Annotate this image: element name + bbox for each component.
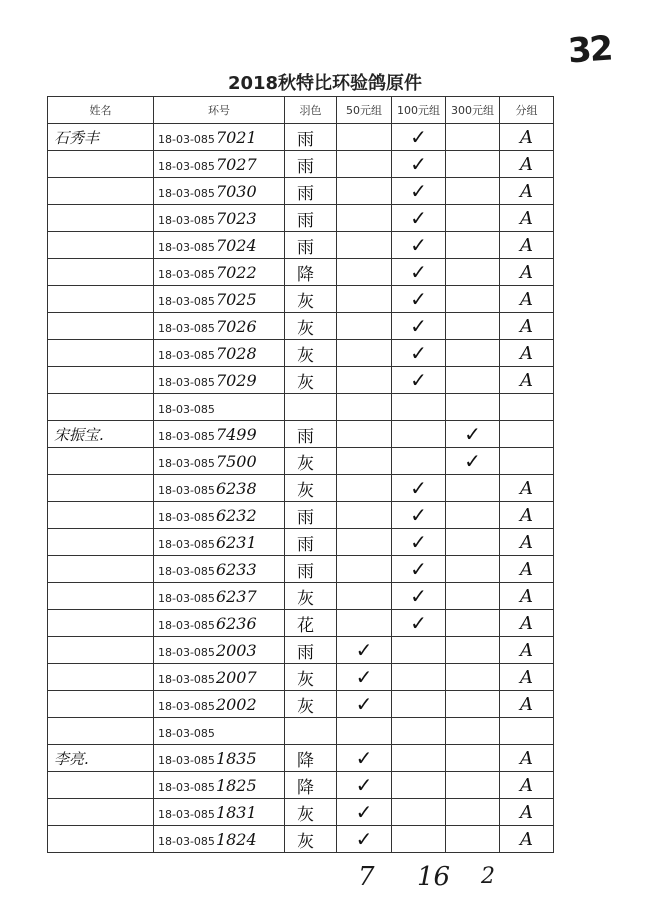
- ring-prefix: 18-03-085: [158, 159, 215, 173]
- header-name: 姓名: [48, 97, 154, 124]
- ring-handwritten-number: 1825: [215, 775, 257, 795]
- group-50-mark: [337, 394, 392, 421]
- ring-prefix: 18-03-085: [158, 132, 215, 146]
- feather-color-cell: 灰: [285, 691, 337, 718]
- ring-number-cell: [154, 691, 285, 718]
- feather-color-cell: 灰: [285, 664, 337, 691]
- ring-handwritten-number: 2003: [215, 640, 257, 660]
- group-50-mark: [337, 313, 392, 340]
- group-100-mark: [392, 394, 446, 421]
- ring-number-cell: [154, 313, 285, 340]
- feather-color-cell: 灰: [285, 826, 337, 853]
- ring-number-cell: [154, 745, 285, 772]
- table-row: [48, 178, 554, 205]
- ring-prefix: 18-03-085: [158, 186, 215, 200]
- feather-color-cell: 降: [285, 745, 337, 772]
- table-row: [48, 664, 554, 691]
- tally-100: 16: [417, 862, 451, 892]
- ring-number-cell: [154, 529, 285, 556]
- tally-300: 2: [481, 864, 495, 889]
- group-100-mark: ✓: [392, 124, 446, 151]
- table-row: [48, 529, 554, 556]
- table-row: [48, 745, 554, 772]
- ring-number-cell: [154, 232, 285, 259]
- ring-number-cell: [154, 205, 285, 232]
- group-50-mark: [337, 151, 392, 178]
- group-50-mark: [337, 286, 392, 313]
- group-100-mark: [392, 421, 446, 448]
- group-cell: A: [500, 691, 554, 718]
- group-100-mark: [392, 772, 446, 799]
- group-50-mark: [337, 502, 392, 529]
- ring-handwritten-number: 6238: [215, 478, 257, 498]
- group-50-mark: [337, 124, 392, 151]
- group-50-mark: [337, 610, 392, 637]
- owner-name-cell: [48, 556, 154, 583]
- table-row: [48, 610, 554, 637]
- group-300-mark: [446, 799, 500, 826]
- group-100-mark: [392, 691, 446, 718]
- header-ring: 环号: [154, 97, 285, 124]
- group-cell: A: [500, 124, 554, 151]
- owner-name-cell: [48, 772, 154, 799]
- owner-name-cell: [48, 583, 154, 610]
- table-row: [48, 313, 554, 340]
- ring-prefix: 18-03-085: [158, 564, 215, 578]
- owner-name-cell: [48, 691, 154, 718]
- group-50-mark: ✓: [337, 799, 392, 826]
- feather-color-cell: 雨: [285, 178, 337, 205]
- group-300-mark: [446, 691, 500, 718]
- ring-number-cell: [154, 475, 285, 502]
- ring-prefix: 18-03-085: [158, 375, 215, 389]
- group-50-mark: [337, 340, 392, 367]
- ring-prefix: 18-03-085: [158, 483, 215, 497]
- group-50-mark: [337, 529, 392, 556]
- table-row: [48, 448, 554, 475]
- feather-color-cell: 雨: [285, 556, 337, 583]
- ring-handwritten-number: 6236: [215, 613, 257, 633]
- group-cell: [500, 421, 554, 448]
- owner-name-cell: [48, 448, 154, 475]
- ring-prefix: 18-03-085: [158, 240, 215, 254]
- ring-handwritten-number: 1835: [215, 748, 257, 768]
- page-title: 2018秋特比环验鸽原件: [227, 73, 423, 94]
- group-cell: A: [500, 313, 554, 340]
- ring-number-cell: [154, 556, 285, 583]
- table-row: [48, 367, 554, 394]
- ring-handwritten-number: 7028: [215, 343, 257, 363]
- ring-number-cell: [154, 637, 285, 664]
- group-300-mark: ✓: [446, 448, 500, 475]
- table-row: [48, 799, 554, 826]
- group-50-mark: [337, 556, 392, 583]
- group-cell: [500, 718, 554, 745]
- group-300-mark: [446, 205, 500, 232]
- ring-number-cell: [154, 826, 285, 853]
- group-50-mark: [337, 475, 392, 502]
- group-300-mark: [446, 664, 500, 691]
- owner-name-cell: [48, 610, 154, 637]
- group-100-mark: [392, 799, 446, 826]
- owner-name-cell: [48, 205, 154, 232]
- owner-name-cell: [48, 475, 154, 502]
- ring-prefix: 18-03-085: [158, 726, 215, 740]
- feather-color-cell: 雨: [285, 502, 337, 529]
- ring-prefix: 18-03-085: [158, 510, 215, 524]
- ring-handwritten-number: 7500: [215, 451, 257, 471]
- group-cell: A: [500, 826, 554, 853]
- ring-prefix: 18-03-085: [158, 753, 215, 767]
- ring-prefix: 18-03-085: [158, 429, 215, 443]
- ring-handwritten-number: 7026: [215, 316, 257, 336]
- header-g50: 50元组: [337, 97, 392, 124]
- group-300-mark: [446, 124, 500, 151]
- group-cell: A: [500, 745, 554, 772]
- ring-handwritten-number: 7025: [215, 289, 257, 309]
- owner-name-cell: [48, 502, 154, 529]
- group-300-mark: [446, 259, 500, 286]
- group-100-mark: ✓: [392, 313, 446, 340]
- owner-name-cell: 宋振宝.: [48, 421, 154, 448]
- ring-handwritten-number: 7024: [215, 235, 257, 255]
- ring-handwritten-number: 7027: [215, 154, 257, 174]
- ring-handwritten-number: 7499: [215, 424, 257, 444]
- table-row: [48, 340, 554, 367]
- ring-number-cell: [154, 286, 285, 313]
- ring-prefix: 18-03-085: [158, 591, 215, 605]
- group-50-mark: [337, 232, 392, 259]
- group-300-mark: [446, 232, 500, 259]
- group-50-mark: [337, 718, 392, 745]
- owner-name-cell: [48, 664, 154, 691]
- group-50-mark: [337, 421, 392, 448]
- group-50-mark: [337, 367, 392, 394]
- ring-number-cell: [154, 610, 285, 637]
- table-row: [48, 421, 554, 448]
- group-100-mark: ✓: [392, 529, 446, 556]
- ring-prefix: 18-03-085: [158, 618, 215, 632]
- group-100-mark: ✓: [392, 583, 446, 610]
- group-50-mark: [337, 583, 392, 610]
- ring-prefix: 18-03-085: [158, 834, 215, 848]
- group-cell: A: [500, 637, 554, 664]
- ring-prefix: 18-03-085: [158, 537, 215, 551]
- owner-name-cell: [48, 394, 154, 421]
- feather-color-cell: 灰: [285, 367, 337, 394]
- ring-prefix: 18-03-085: [158, 780, 215, 794]
- table-row: [48, 772, 554, 799]
- group-50-mark: [337, 205, 392, 232]
- group-100-mark: [392, 718, 446, 745]
- group-cell: [500, 394, 554, 421]
- page-number: 32: [566, 28, 613, 72]
- owner-name-cell: [48, 232, 154, 259]
- owner-name-cell: [48, 529, 154, 556]
- pigeon-record-table: [47, 96, 554, 853]
- owner-name-cell: [48, 340, 154, 367]
- group-100-mark: [392, 664, 446, 691]
- group-100-mark: [392, 745, 446, 772]
- group-50-mark: ✓: [337, 772, 392, 799]
- ring-prefix: 18-03-085: [158, 807, 215, 821]
- table-row: [48, 718, 554, 745]
- group-cell: A: [500, 232, 554, 259]
- group-cell: A: [500, 583, 554, 610]
- group-100-mark: ✓: [392, 502, 446, 529]
- feather-color-cell: 降: [285, 259, 337, 286]
- group-300-mark: [446, 583, 500, 610]
- group-100-mark: ✓: [392, 259, 446, 286]
- ring-number-cell: [154, 583, 285, 610]
- feather-color-cell: 灰: [285, 313, 337, 340]
- group-cell: A: [500, 259, 554, 286]
- group-300-mark: [446, 367, 500, 394]
- header-group: 分组: [500, 97, 554, 124]
- table-row: [48, 124, 554, 151]
- ring-handwritten-number: 6237: [215, 586, 257, 606]
- ring-handwritten-number: 6232: [215, 505, 257, 525]
- group-cell: A: [500, 502, 554, 529]
- group-cell: A: [500, 610, 554, 637]
- group-cell: A: [500, 367, 554, 394]
- group-300-mark: ✓: [446, 421, 500, 448]
- group-300-mark: [446, 556, 500, 583]
- owner-name-cell: 李亮.: [48, 745, 154, 772]
- owner-name-cell: [48, 151, 154, 178]
- ring-prefix: 18-03-085: [158, 402, 215, 416]
- table-row: [48, 556, 554, 583]
- group-cell: A: [500, 772, 554, 799]
- owner-name-cell: 石秀丰: [48, 124, 154, 151]
- ring-handwritten-number: 7022: [215, 262, 257, 282]
- feather-color-cell: 雨: [285, 529, 337, 556]
- ring-number-cell: [154, 151, 285, 178]
- ring-prefix: 18-03-085: [158, 348, 215, 362]
- ring-handwritten-number: 7030: [215, 181, 257, 201]
- owner-name-cell: [48, 286, 154, 313]
- ring-handwritten-number: 7023: [215, 208, 257, 228]
- group-100-mark: ✓: [392, 286, 446, 313]
- group-cell: A: [500, 286, 554, 313]
- feather-color-cell: 雨: [285, 205, 337, 232]
- group-cell: A: [500, 151, 554, 178]
- table-row: [48, 475, 554, 502]
- group-cell: A: [500, 799, 554, 826]
- ring-handwritten-number: 1831: [215, 802, 257, 822]
- header-row: [48, 97, 554, 124]
- table-row: [48, 205, 554, 232]
- group-100-mark: ✓: [392, 340, 446, 367]
- ring-prefix: 18-03-085: [158, 699, 215, 713]
- group-50-mark: ✓: [337, 664, 392, 691]
- group-50-mark: [337, 448, 392, 475]
- ring-number-cell: [154, 178, 285, 205]
- table-row: [48, 691, 554, 718]
- ring-handwritten-number: 2007: [215, 667, 257, 687]
- group-100-mark: [392, 448, 446, 475]
- group-300-mark: [446, 772, 500, 799]
- ring-number-cell: [154, 367, 285, 394]
- ring-prefix: 18-03-085: [158, 321, 215, 335]
- ring-number-cell: [154, 799, 285, 826]
- feather-color-cell: [285, 394, 337, 421]
- feather-color-cell: 降: [285, 772, 337, 799]
- group-50-mark: ✓: [337, 691, 392, 718]
- table-row: [48, 151, 554, 178]
- group-300-mark: [446, 151, 500, 178]
- header-g100: 100元组: [392, 97, 446, 124]
- feather-color-cell: 灰: [285, 799, 337, 826]
- feather-color-cell: 灰: [285, 448, 337, 475]
- table-row: [48, 502, 554, 529]
- group-300-mark: [446, 286, 500, 313]
- feather-color-cell: 雨: [285, 232, 337, 259]
- group-cell: A: [500, 475, 554, 502]
- ring-handwritten-number: 2002: [215, 694, 257, 714]
- table-row: [48, 583, 554, 610]
- ring-prefix: 18-03-085: [158, 213, 215, 227]
- owner-name-cell: [48, 826, 154, 853]
- group-cell: A: [500, 205, 554, 232]
- ring-handwritten-number: 7021: [215, 127, 257, 147]
- feather-color-cell: 灰: [285, 583, 337, 610]
- ring-number-cell: [154, 664, 285, 691]
- ring-prefix: 18-03-085: [158, 456, 215, 470]
- ring-handwritten-number: 1824: [215, 829, 257, 849]
- table-row: [48, 637, 554, 664]
- table-row: [48, 286, 554, 313]
- group-cell: A: [500, 556, 554, 583]
- table-row: [48, 232, 554, 259]
- ring-prefix: 18-03-085: [158, 294, 215, 308]
- table-row: [48, 394, 554, 421]
- group-300-mark: [446, 610, 500, 637]
- ring-number-cell: [154, 259, 285, 286]
- header-g300: 300元组: [446, 97, 500, 124]
- group-cell: [500, 448, 554, 475]
- feather-color-cell: 雨: [285, 637, 337, 664]
- group-cell: A: [500, 664, 554, 691]
- group-300-mark: [446, 745, 500, 772]
- group-50-mark: ✓: [337, 637, 392, 664]
- owner-name-cell: [48, 313, 154, 340]
- feather-color-cell: 灰: [285, 475, 337, 502]
- ring-handwritten-number: 7029: [215, 370, 257, 390]
- group-50-mark: ✓: [337, 826, 392, 853]
- table-row: [48, 259, 554, 286]
- header-color: 羽色: [285, 97, 337, 124]
- group-100-mark: ✓: [392, 151, 446, 178]
- group-300-mark: [446, 475, 500, 502]
- group-100-mark: ✓: [392, 205, 446, 232]
- table-body: [48, 124, 554, 853]
- tally-50: 7: [358, 862, 375, 892]
- ring-number-cell: [154, 340, 285, 367]
- owner-name-cell: [48, 178, 154, 205]
- group-100-mark: [392, 826, 446, 853]
- ring-number-cell: [154, 448, 285, 475]
- group-cell: A: [500, 178, 554, 205]
- feather-color-cell: 灰: [285, 286, 337, 313]
- feather-color-cell: 灰: [285, 340, 337, 367]
- ring-prefix: 18-03-085: [158, 672, 215, 686]
- group-100-mark: ✓: [392, 232, 446, 259]
- feather-color-cell: 雨: [285, 151, 337, 178]
- group-300-mark: [446, 178, 500, 205]
- ring-handwritten-number: 6231: [215, 532, 257, 552]
- group-300-mark: [446, 502, 500, 529]
- group-100-mark: ✓: [392, 178, 446, 205]
- table-row: [48, 826, 554, 853]
- group-50-mark: [337, 178, 392, 205]
- group-300-mark: [446, 394, 500, 421]
- group-100-mark: ✓: [392, 610, 446, 637]
- ring-number-cell: [154, 421, 285, 448]
- feather-color-cell: 雨: [285, 421, 337, 448]
- owner-name-cell: [48, 637, 154, 664]
- owner-name-cell: [48, 259, 154, 286]
- group-100-mark: [392, 637, 446, 664]
- feather-color-cell: 雨: [285, 124, 337, 151]
- group-300-mark: [446, 826, 500, 853]
- group-100-mark: ✓: [392, 475, 446, 502]
- owner-name-cell: [48, 799, 154, 826]
- feather-color-cell: 花: [285, 610, 337, 637]
- group-cell: A: [500, 529, 554, 556]
- ring-number-cell: [154, 394, 285, 421]
- group-300-mark: [446, 313, 500, 340]
- owner-name-cell: [48, 718, 154, 745]
- owner-name-cell: [48, 367, 154, 394]
- group-100-mark: ✓: [392, 367, 446, 394]
- group-cell: A: [500, 340, 554, 367]
- ring-prefix: 18-03-085: [158, 267, 215, 281]
- ring-handwritten-number: 6233: [215, 559, 257, 579]
- group-50-mark: [337, 259, 392, 286]
- ring-number-cell: [154, 502, 285, 529]
- group-300-mark: [446, 340, 500, 367]
- ring-number-cell: [154, 124, 285, 151]
- ring-number-cell: [154, 718, 285, 745]
- group-300-mark: [446, 637, 500, 664]
- ring-prefix: 18-03-085: [158, 645, 215, 659]
- group-300-mark: [446, 718, 500, 745]
- ring-number-cell: [154, 772, 285, 799]
- group-300-mark: [446, 529, 500, 556]
- group-100-mark: ✓: [392, 556, 446, 583]
- group-50-mark: ✓: [337, 745, 392, 772]
- feather-color-cell: [285, 718, 337, 745]
